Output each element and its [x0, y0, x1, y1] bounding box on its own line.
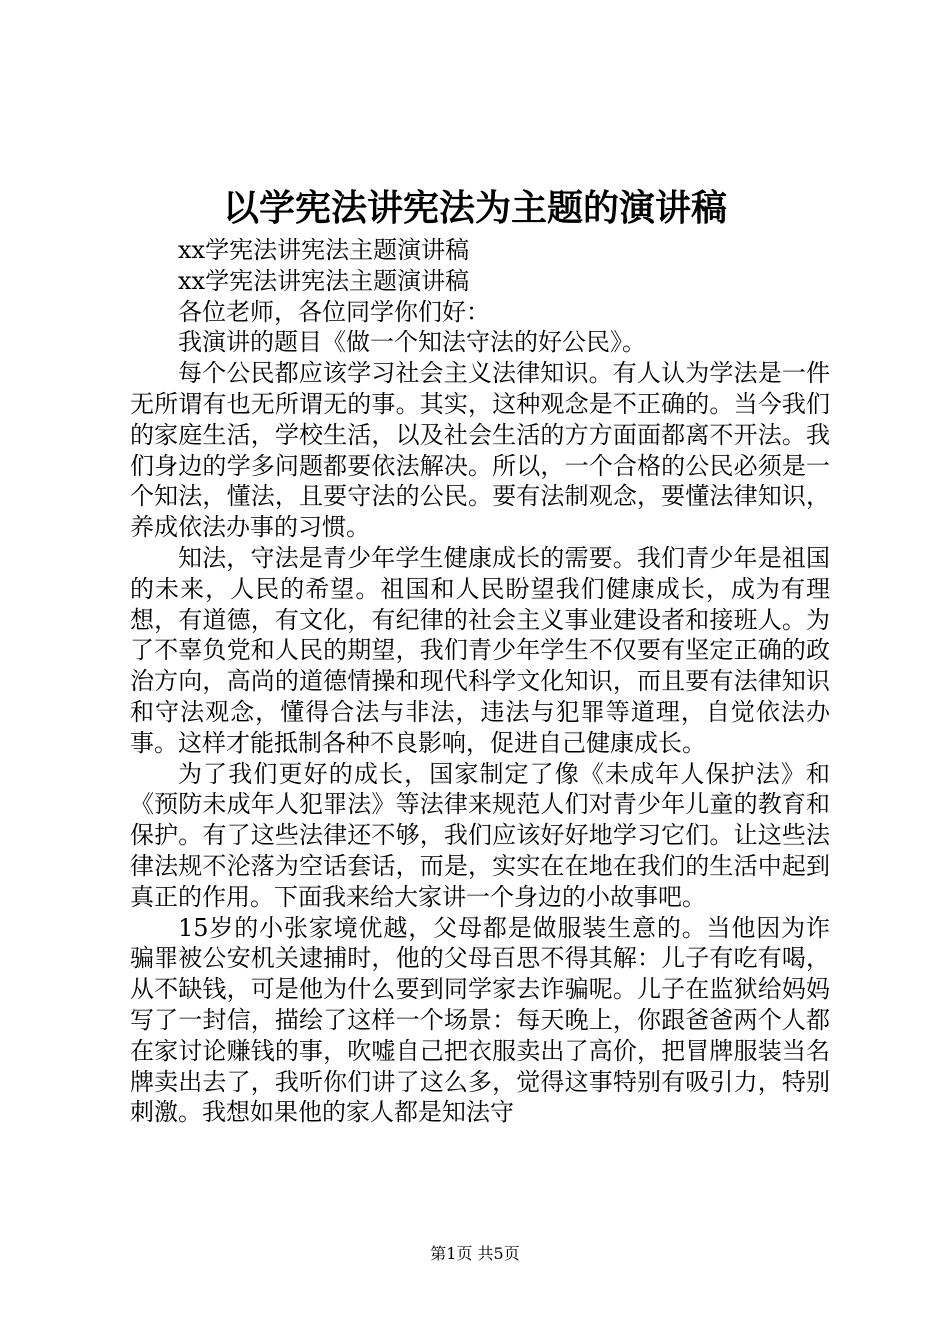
- paragraph-body: 15岁的小张家境优越，父母都是做服装生意的。当他因为诈骗罪被公安机关逮捕时，他的父母百思不得其解：儿子有吃有喝，从不缺钱，可是他为什么要到同学家去诈骗呢。儿子在监狱给妈妈写了一封信，描绘了这样一个场景：每天晚上，你跟爸爸两个人都在家讨论赚钱的事，吹嘘自己把衣服卖出了高价，把冒牌服装当名牌卖出去了，我听你们讲了这么多，觉得这事特别有吸引力，特别刺激。我想如果他的家人都是知法守: [130, 913, 830, 1127]
- document-body: [130, 235, 830, 1128]
- paragraph-subtitle-2: xx学宪法讲宪法主题演讲稿: [178, 266, 470, 295]
- paragraph-topic: 我演讲的题目《做一个知法守法的好公民》。: [178, 328, 646, 357]
- paragraph-body: 为了我们更好的成长，国家制定了像《未成年人保护法》和《预防未成年人犯罪法》等法律来规范人们对青少年儿童的教育和保护。有了这些法律还不够，我们应该好好地学习它们。让这些法律法规不沦落为空话套话，而是，实实在在地在我们的生活中起到真正的作用。下面我来给大家讲一个身边的小故事吧。: [130, 759, 830, 911]
- page-number-footer: 第1页 共5页: [430, 1244, 520, 1263]
- paragraph-greeting: 各位老师，各位同学你们好：: [178, 297, 490, 326]
- paragraph-body: 知法，守法是青少年学生健康成长的需要。我们青少年是祖国的未来，人民的希望。祖国和人民盼望我们健康成长，成为有理想，有道德，有文化，有纪律的社会主义事业建设者和接班人。为了不辜负党和人民的期望，我们青少年学生不仅要有坚定正确的政治方向，高尚的道德情操和现代科学文化知识，而且要有法律知识和守法观念，懂得合法与非法，违法与犯罪等道理，自觉依法办事。这样才能抵制各种不良影响，促进自己健康成长。: [130, 543, 830, 757]
- document-title: 以学宪法讲宪法为主题的演讲稿: [222, 187, 727, 229]
- paragraph-subtitle-1: xx学宪法讲宪法主题演讲稿: [178, 236, 470, 264]
- paragraph-body: 每个公民都应该学习社会主义法律知识。有人认为学法是一件无所谓有也无所谓无的事。其实，这种观念是不正确的。当今我们的家庭生活，学校生活，以及社会生活的方方面面都离不开法。我们身边的学多问题都要依法解决。所以，一个合格的公民必须是一个知法，懂法，且要守法的公民。要有法制观念，要懂法律知识，养成依法办事的习惯。: [130, 359, 830, 542]
